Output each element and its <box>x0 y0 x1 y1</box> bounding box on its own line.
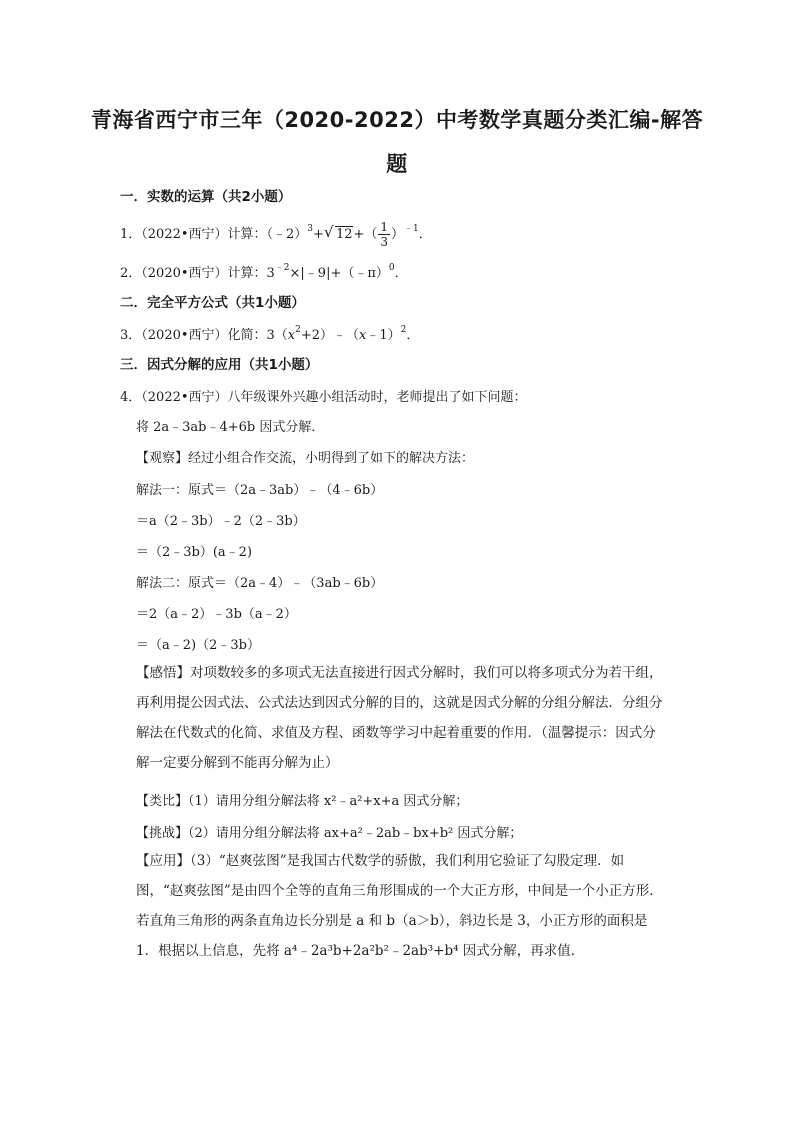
analogy-question: 【类比】（1）请用分组分解法将 x²﹣a²+x+a 因式分解； <box>136 794 469 809</box>
q2-end: ． <box>394 266 408 281</box>
radical-sign-icon: √ <box>323 223 334 241</box>
question-4-task: 将 2a﹣3ab﹣4+6b 因式分解． <box>136 420 325 435</box>
insight-paragraph: 【感悟】对项数较多的多项式无法直接进行因式分解时，我们可以将多项式分为若干组，再利用提公因式法、公式法达到因式分解的目的，这就是因式分解的分组分解法．分组分解法在代数式的化简、求值及方程、函数等学习中起着重要的作用．（温馨提示：因式分解一定要分解到不能再分解为止） <box>136 665 663 771</box>
q3-mid2: ﹣1） <box>366 328 401 343</box>
q3-end: ． <box>406 328 420 343</box>
page-title: 青海省西宁市三年（2020-2022）中考数学真题分类汇编-解答 <box>90 108 704 132</box>
q1-exp1: 3 <box>307 224 314 234</box>
fraction <box>378 220 390 249</box>
q2-exp1: ﹣2 <box>274 263 290 273</box>
question-4-intro: 4．（2022•西宁）八年级课外兴趣小组活动时，老师提出了如下问题： <box>120 390 527 405</box>
q2-mid: ×|﹣9|+（﹣π） <box>289 266 389 281</box>
challenge-question: 【挑战】（2）请用分组分解法将 ax+a²﹣2ab﹣bx+b² 因式分解； <box>136 826 523 841</box>
method-2-step-1: 解法二：原式＝（2a﹣4）﹣（3ab﹣6b） <box>136 576 384 591</box>
section-heading-real-numbers: 一．实数的运算（共2小题） <box>120 189 292 205</box>
observe-label: 【观察】经过小组合作交流，小明得到了如下的解决方法： <box>136 451 475 466</box>
q1-plus2: +（ <box>353 227 378 242</box>
q1-exp2: ﹣1 <box>404 224 419 234</box>
sqrt-expression <box>323 223 354 242</box>
q3-sq2: 2 <box>400 325 407 335</box>
method-2-step-2: ＝2（a﹣2）﹣3b（a﹣2） <box>136 607 297 622</box>
q3-var-x1: x <box>287 328 296 343</box>
method-1-step-1: 解法一：原式＝（2a﹣3ab）﹣（4﹣6b） <box>136 483 384 498</box>
page-title-continued: 题 <box>386 152 408 176</box>
q2-exp2: 0 <box>388 263 395 273</box>
application-question: 【应用】（3）“赵爽弦图”是我国古代数学的骄傲，我们利用它验证了勾股定理．如图，“赵爽弦图”是由四个全等的直角三角形围成的一个大正方形，中间是一个小正方形．若直角三角形的两条直角边长分别是 a 和 b（a＞b），斜边长是 3，小正方形的面积是 1．根据以上信息，先将 a⁴﹣2a³b+2a²b²﹣2ab³+b⁴ 因式分解，再求值． <box>136 853 663 959</box>
q1-end: ． <box>418 227 432 242</box>
question-2 <box>120 262 408 281</box>
method-1-step-3: ＝（2﹣3b）(a﹣2) <box>136 545 253 560</box>
q3-mid: +2）﹣（ <box>300 328 360 343</box>
q3-sq1: 2 <box>295 325 301 335</box>
q1-radicand: 12 <box>335 227 353 242</box>
q1-prefix: 1．（2022•西宁）计算：（﹣2） <box>120 227 308 242</box>
question-3 <box>120 324 419 343</box>
question-1 <box>120 220 432 249</box>
method-1-step-2: ＝a（2﹣3b）﹣2（2﹣3b） <box>136 514 306 529</box>
method-2-step-3: ＝（a﹣2)（2﹣3b） <box>136 638 260 653</box>
q3-var-x2: x <box>359 328 367 343</box>
q1-close: ） <box>391 227 405 242</box>
fraction-denominator: 3 <box>380 235 389 249</box>
fraction-numerator: 1 <box>380 220 389 234</box>
section-heading-perfect-square: 二．完全平方公式（共1小题） <box>120 295 305 311</box>
q1-plus: + <box>313 227 324 242</box>
section-heading-factorization: 三．因式分解的应用（共1小题） <box>120 357 319 373</box>
q2-prefix: 2．（2020•西宁）计算：3 <box>120 266 275 281</box>
q3-prefix: 3．（2020•西宁）化简：3（ <box>120 328 288 343</box>
